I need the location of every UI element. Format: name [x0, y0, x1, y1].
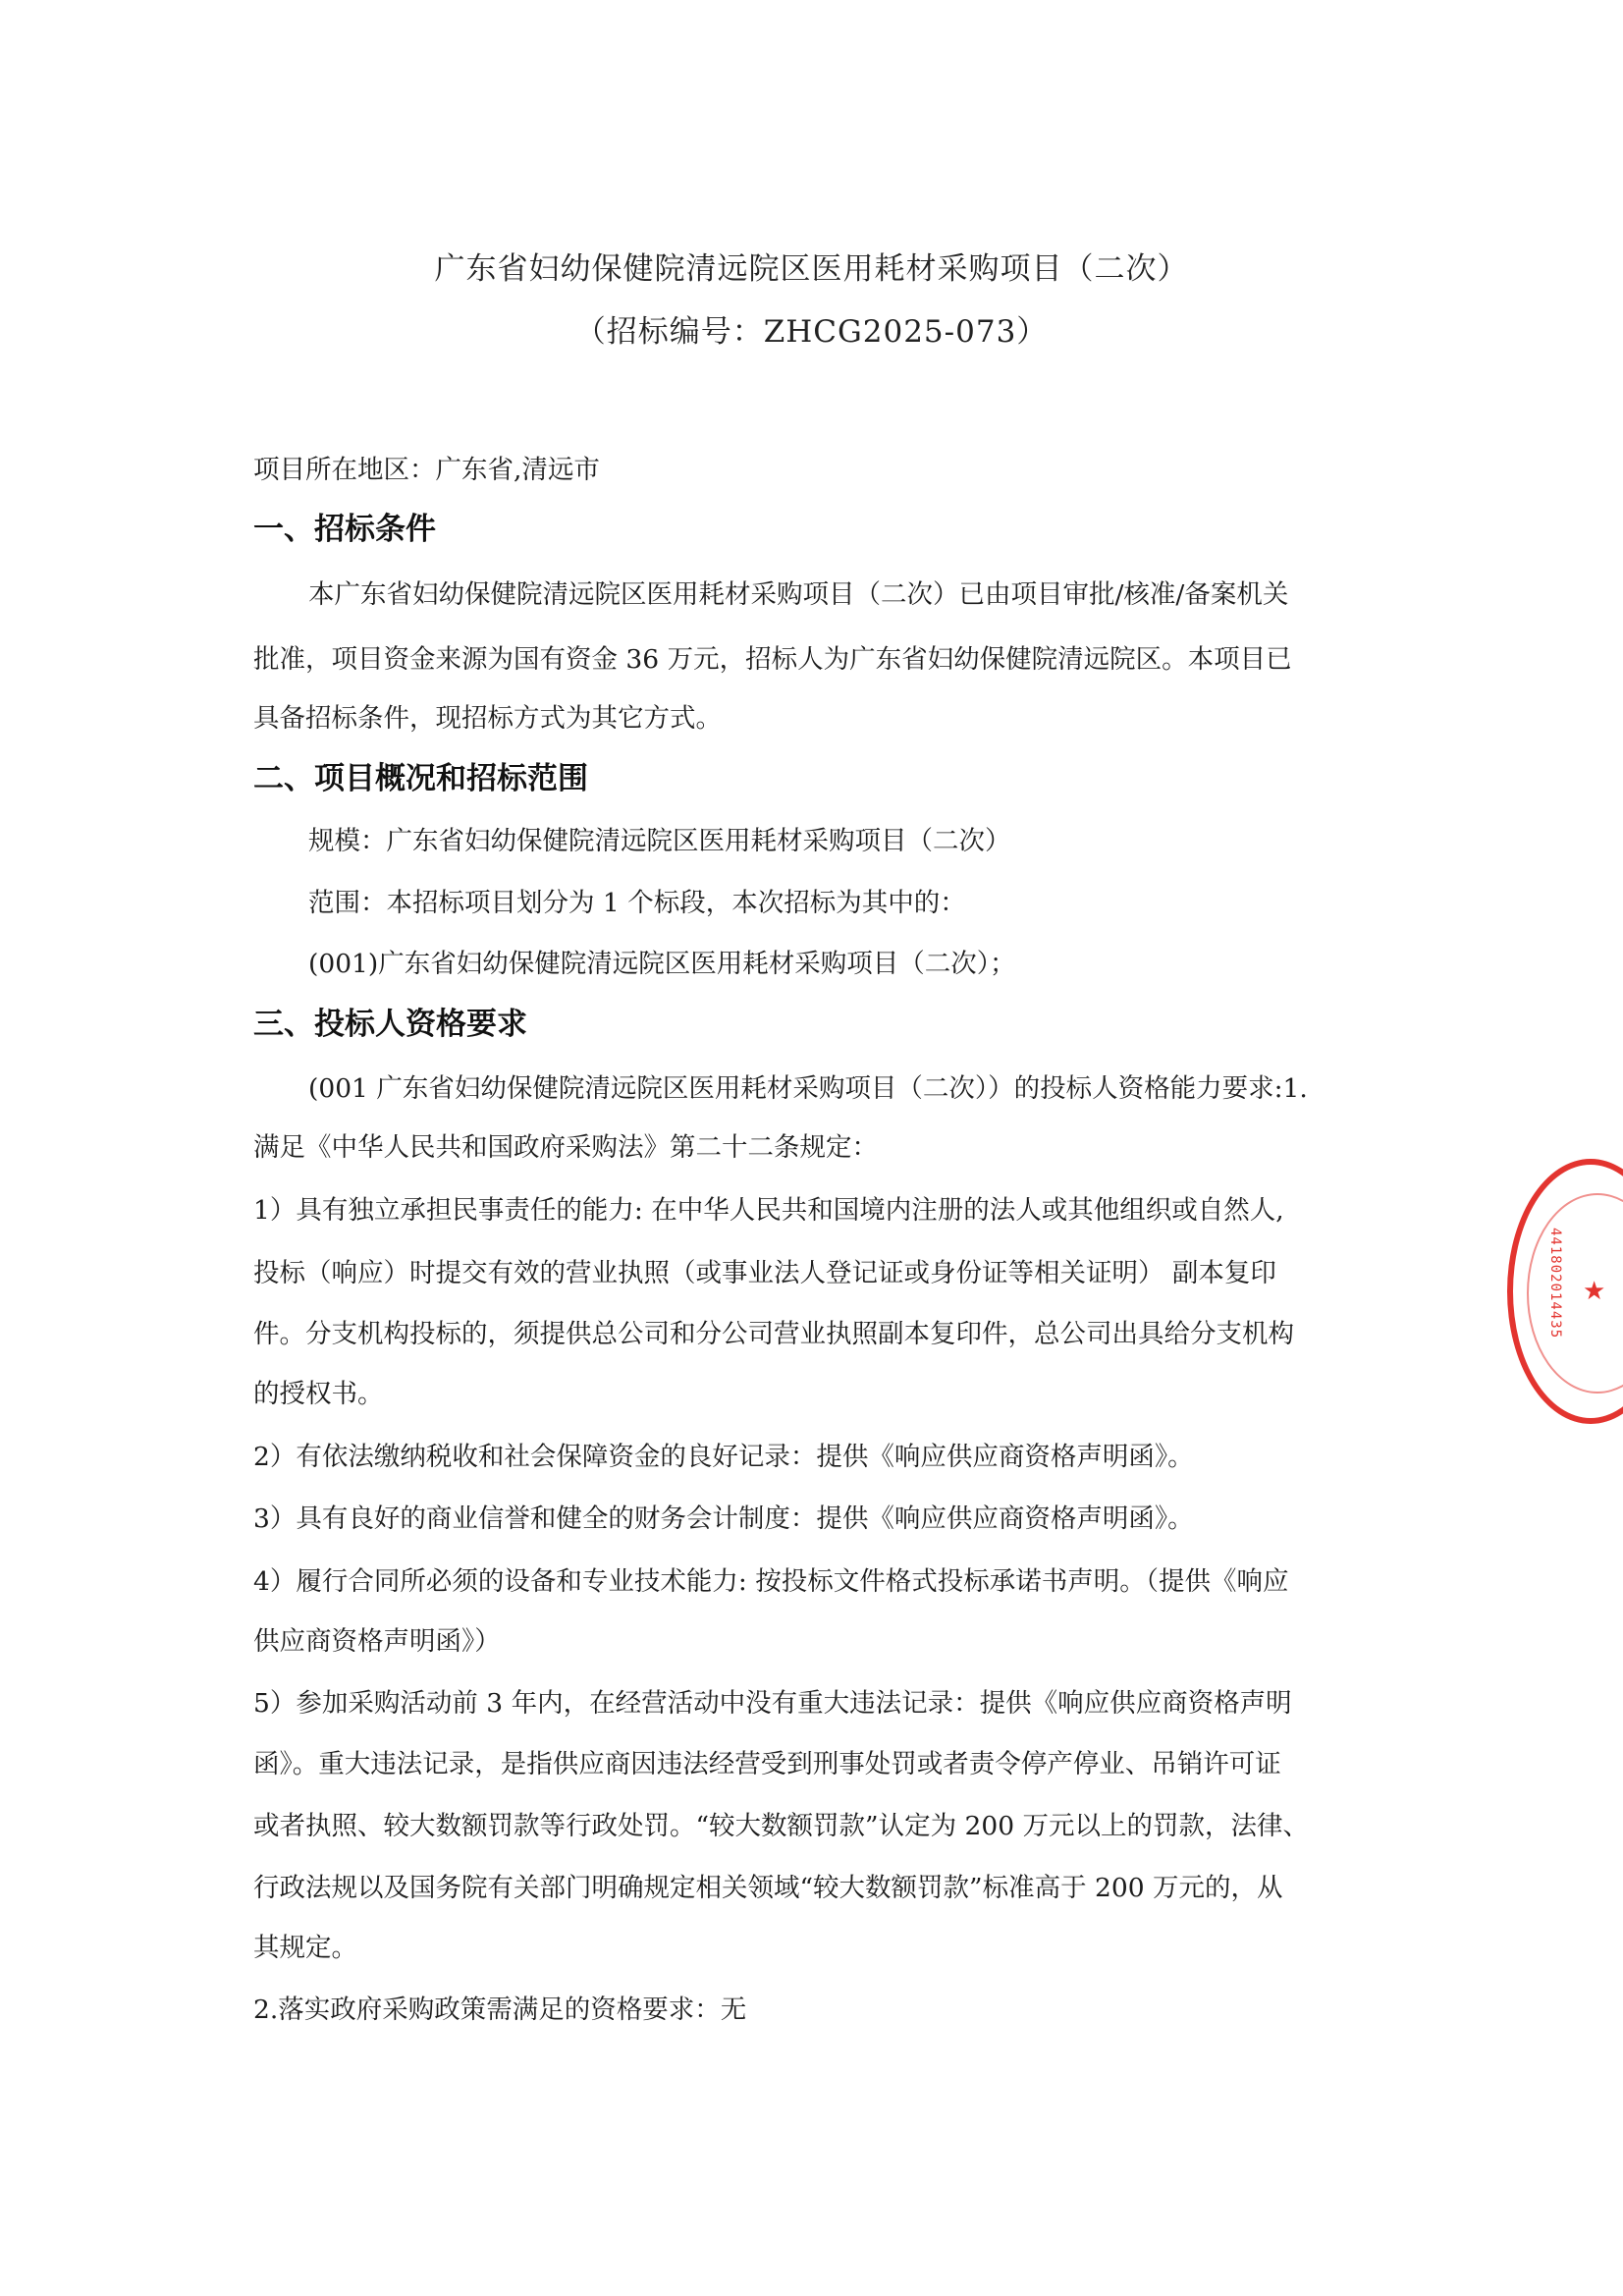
section3-line: 5）参加采购活动前 3 年内，在经营活动中没有重大违法记录：提供《响应供应商资格声明	[253, 1688, 1292, 1719]
section3-line: 2.落实政府采购政策需满足的资格要求：无	[253, 1995, 747, 2025]
section3-line: 2）有依法缴纳税收和社会保障资金的良好记录：提供《响应供应商资格声明函》。	[253, 1442, 1194, 1472]
section1-line: 具备招标条件，现招标方式为其它方式。	[253, 703, 722, 734]
section1-line: 批准，项目资金来源为国有资金 36 万元，招标人为广东省妇幼保健院清远院区。本项目已	[253, 644, 1292, 675]
section2-line: (001)广东省妇幼保健院清远院区医用耗材采购项目（二次）；	[308, 949, 1016, 979]
section3-line: (001 广东省妇幼保健院清远院区医用耗材采购项目（二次））的投标人资格能力要求:1.	[308, 1073, 1308, 1104]
seal-number: 441802014435	[1547, 1228, 1563, 1339]
section3-line: 供应商资格声明函》）	[253, 1626, 501, 1657]
section3-line: 函》。重大违法记录，是指供应商因违法经营受到刑事处罚或者责令停产停业、吊销许可证	[253, 1749, 1281, 1779]
section3-line: 4）履行合同所必须的设备和专业技术能力: 按投标文件格式投标承诺书声明。（提供《响应	[253, 1566, 1289, 1597]
section2-line: 范围：本招标项目划分为 1 个标段，本次招标为其中的：	[308, 888, 966, 918]
section3-line: 件。分支机构投标的，须提供总公司和分公司营业执照副本复印件，总公司出具给分支机构	[253, 1319, 1294, 1349]
section3-line: 或者执照、较大数额罚款等行政处罚。“较大数额罚款”认定为 200 万元以上的罚款，法律、	[253, 1811, 1310, 1841]
section2-heading: 二、项目概况和招标范围	[253, 761, 588, 796]
section3-line: 3）具有良好的商业信誉和健全的财务会计制度：提供《响应供应商资格声明函》。	[253, 1503, 1194, 1534]
section3-line: 其规定。	[253, 1933, 357, 1963]
section3-line: 投标（响应）时提交有效的营业执照（或事业法人登记证或身份证等相关证明） 副本复印	[253, 1258, 1276, 1288]
section2-line: 规模：广东省妇幼保健院清远院区医用耗材采购项目（二次）	[308, 826, 1011, 856]
document-title: 广东省妇幼保健院清远院区医用耗材采购项目（二次）	[434, 251, 1189, 287]
section1-heading: 一、招标条件	[253, 512, 436, 547]
seal-star-icon: ★	[1583, 1277, 1606, 1306]
project-location: 项目所在地区：广东省,清远市	[253, 455, 600, 485]
section3-line: 满足《中华人民共和国政府采购法》第二十二条规定：	[253, 1132, 878, 1163]
section3-heading: 三、投标人资格要求	[253, 1007, 527, 1042]
bid-number: （招标编号：ZHCG2025-073）	[574, 314, 1049, 350]
section3-line: 的授权书。	[253, 1379, 384, 1409]
section3-line: 行政法规以及国务院有关部门明确规定相关领域“较大数额罚款”标准高于 200 万元的，从	[253, 1873, 1283, 1903]
section3-line: 1）具有独立承担民事责任的能力: 在中华人民共和国境内注册的法人或其他组织或自然人,	[253, 1195, 1284, 1226]
section1-line: 本广东省妇幼保健院清远院区医用耗材采购项目（二次）已由项目审批/核准/备案机关	[308, 579, 1289, 610]
